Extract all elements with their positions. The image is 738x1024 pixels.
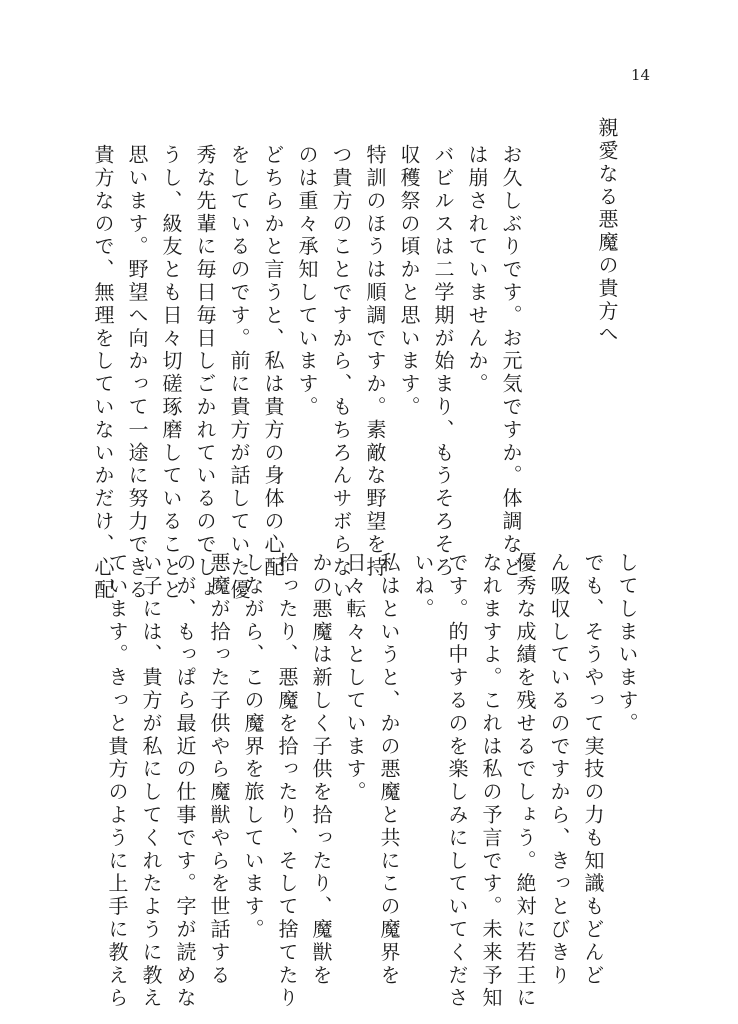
- text-line: しながら、この魔界を旅しています。: [241, 552, 265, 942]
- page-number: 14: [631, 66, 651, 84]
- text-line: 拾ったり、悪魔を拾ったり、そして捨てたり: [275, 552, 299, 1010]
- text-line: のは重々承知しています。: [295, 144, 319, 419]
- text-line: 収穫祭の頃かと思います。: [397, 144, 421, 419]
- text-line: ています。きっと貴方のように上手に教えら: [105, 552, 129, 1010]
- text-line: つ貴方のことですから、もちろんサボらない: [329, 144, 353, 602]
- text-line: 私はというと、かの悪魔と共にこの魔界を: [377, 552, 401, 988]
- text-line: お久しぶりです。お元気ですか。体調など: [499, 144, 523, 580]
- text-line: 思います。野望へ向かって一途に努力できる: [125, 144, 149, 602]
- text-line: をしているのです。前に貴方が話していた優: [227, 144, 251, 602]
- text-line: ん吸収しているのですから、きっとびきり: [547, 552, 571, 988]
- paragraph: [236, 552, 338, 1010]
- paragraph: [460, 144, 528, 580]
- text-line: バビルスは二学期が始まり、もうそろそろ: [431, 144, 455, 580]
- text-line: 日々転々としています。: [343, 552, 367, 804]
- text-line: 悪魔が拾った子供やら魔獣やらを世話する: [207, 552, 231, 988]
- paragraph: [338, 552, 406, 988]
- text-line: なれますよ。これは私の予言です。未来予知: [479, 552, 503, 1010]
- text-line: です。的中するのを楽しみにしていてくださ: [445, 552, 469, 1010]
- text-line: のが、もっぱら最近の仕事です。字が読めな: [173, 552, 197, 1010]
- text-line: 秀な先輩に毎日毎日しごかれているのでしょ: [193, 144, 217, 602]
- paragraph: [406, 552, 610, 1010]
- text-line: 貴方なので、無理をしていないかだけ、心配: [91, 144, 115, 602]
- text-line: は崩されていませんか。: [465, 144, 489, 396]
- text-line: かの悪魔は新しく子供を拾ったり、魔獣を: [309, 552, 333, 988]
- paragraph: [392, 144, 460, 580]
- text-line: どちらかと言うと、私は貴方の身体の心配: [261, 144, 285, 580]
- text-line: い子には、貴方が私にしてくれたように教え: [139, 552, 163, 1010]
- text-line: 特訓のほうは順調ですか。素敵な野望を持: [363, 144, 387, 580]
- paragraph: [100, 552, 236, 1010]
- text-line: 優秀な成績を残せるでしょう。絶対に若王に: [513, 552, 537, 1010]
- text-line: してしまいます。: [615, 552, 639, 736]
- paragraph: [86, 144, 290, 602]
- text-line: いね。: [411, 552, 435, 621]
- paragraph: [290, 144, 392, 602]
- letter-title: 親愛なる悪魔の貴方へ: [595, 117, 619, 346]
- paragraph: [610, 552, 644, 932]
- body-text-bottom: [100, 552, 644, 1010]
- text-line: でも、そうやって実技の力も知識もどんど: [581, 552, 605, 988]
- text-line: うし、級友とも日々切磋琢磨していることと: [159, 144, 183, 602]
